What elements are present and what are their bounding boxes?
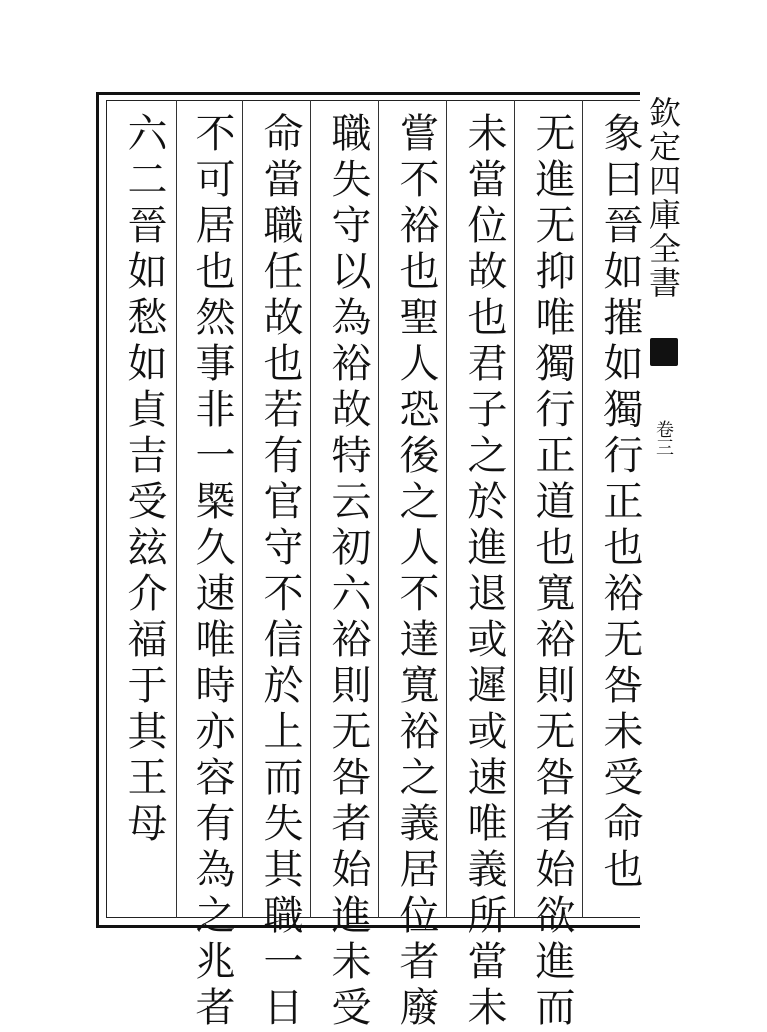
column-rule (176, 100, 177, 918)
margin-book-title: 欽定四庫全書 (644, 96, 682, 300)
text-column: 職失守以為裕故特云初六裕則无咎者始進未受 (325, 112, 371, 1032)
text-column: 嘗不裕也聖人恐後之人不達寬裕之義居位者廢 (393, 112, 439, 1032)
fish-tail-mark (650, 338, 678, 366)
text-column: 无進无抑唯獨行正道也寬裕則无咎者始欲進而 (529, 112, 575, 1032)
text-column: 不可居也然事非一槩久速唯時亦容有為之兆者 (189, 112, 235, 1032)
text-column: 未當位故也君子之於進退或遲或速唯義所當未 (461, 112, 507, 1032)
text-column: 命當職任故也若有官守不信於上而失其職一日 (257, 112, 303, 1032)
margin-juan-number: 卷三 (653, 420, 674, 456)
text-column: 六二晉如愁如貞吉受玆介福于其王母 (121, 112, 167, 848)
text-column: 象曰晉如摧如獨行正也裕无咎未受命也 (597, 112, 643, 894)
